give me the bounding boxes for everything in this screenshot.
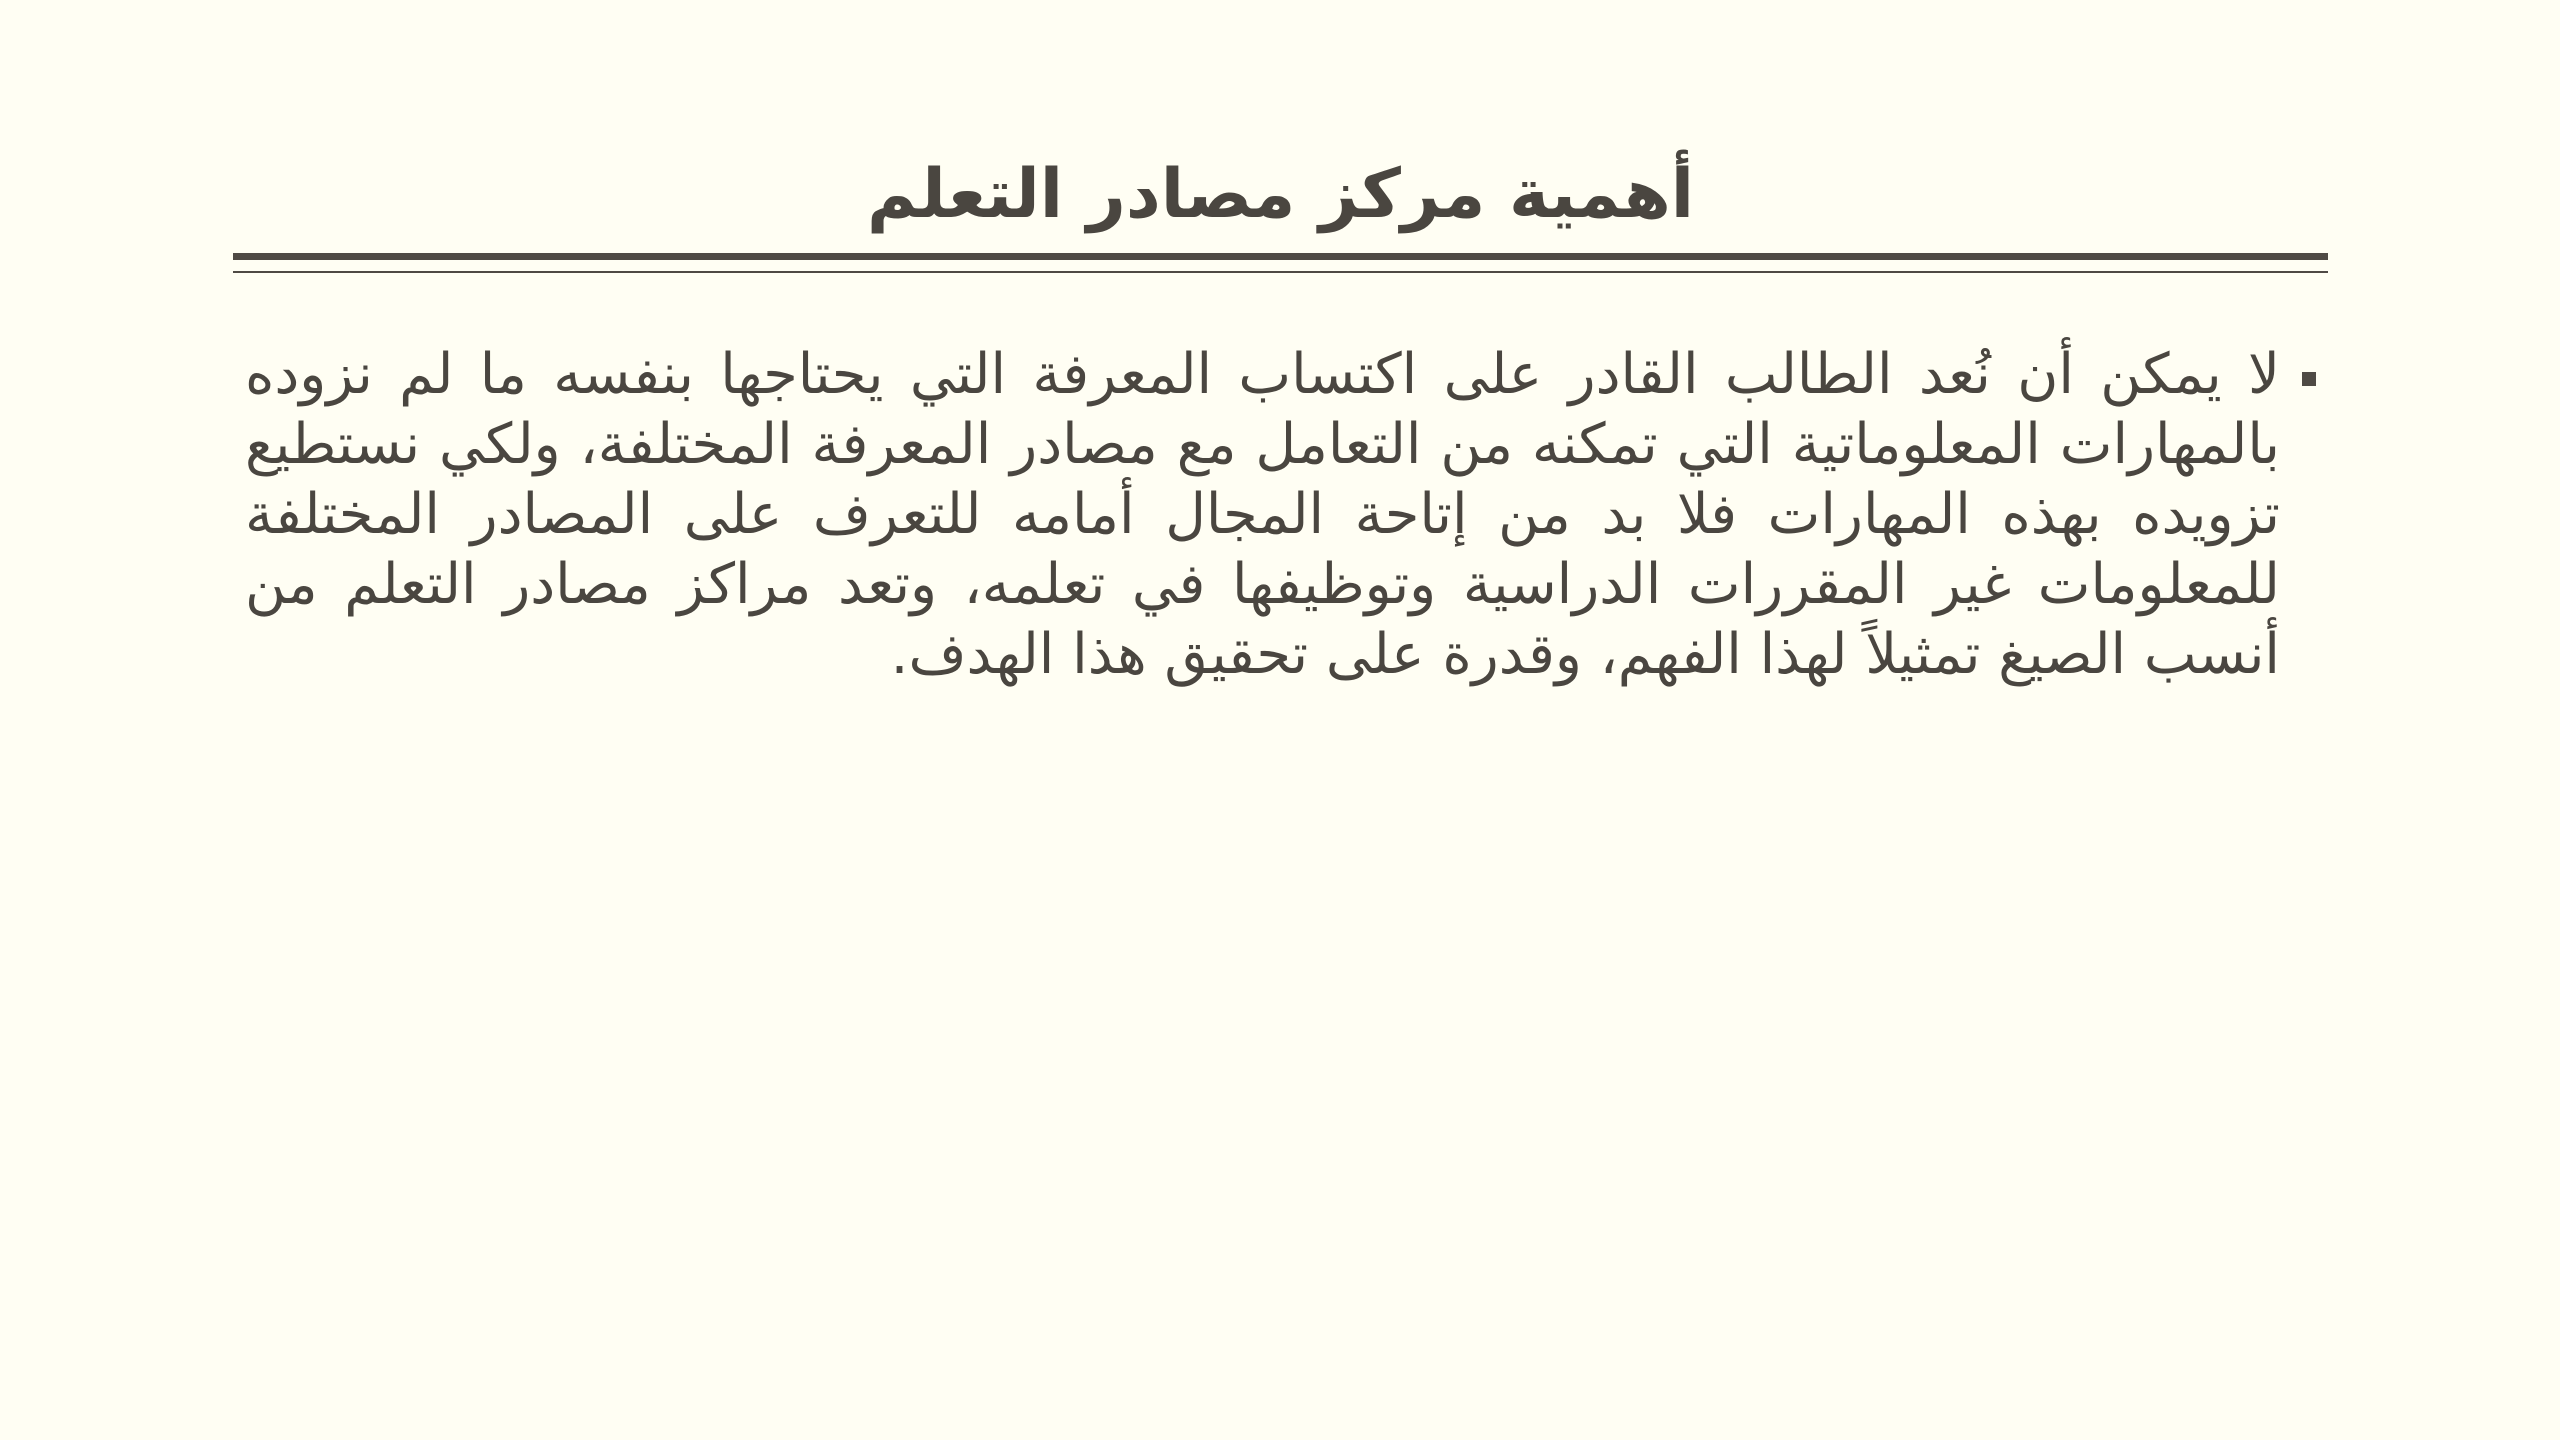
square-bullet-icon <box>2302 372 2316 386</box>
slide-title: أهمية مركز مصادر التعلم <box>866 155 1695 234</box>
title-underline-thick <box>233 253 2328 260</box>
title-underline-thin <box>233 271 2328 273</box>
bullet-paragraph: لا يمكن أن نُعد الطالب القادر على اكتساب المعرفة التي يحتاجها بنفسه ما لم نزوده بالمهارات المعلوماتية التي تمكنه من التعامل مع مصادر المعرفة المختلفة، ولكي نستطيع تزويده بهذه المهارات فلا بد من إتاحة المجال أمامه للتعرف على المصادر المختلفة للمعلومات غير المقررات الدراسية وتوظيفها في تعلمه، وتعد مراكز مصادر التعلم من أنسب الصيغ تمثيلاً لهذا الفهم، وقدرة على تحقيق هذا الهدف. <box>245 342 2280 687</box>
